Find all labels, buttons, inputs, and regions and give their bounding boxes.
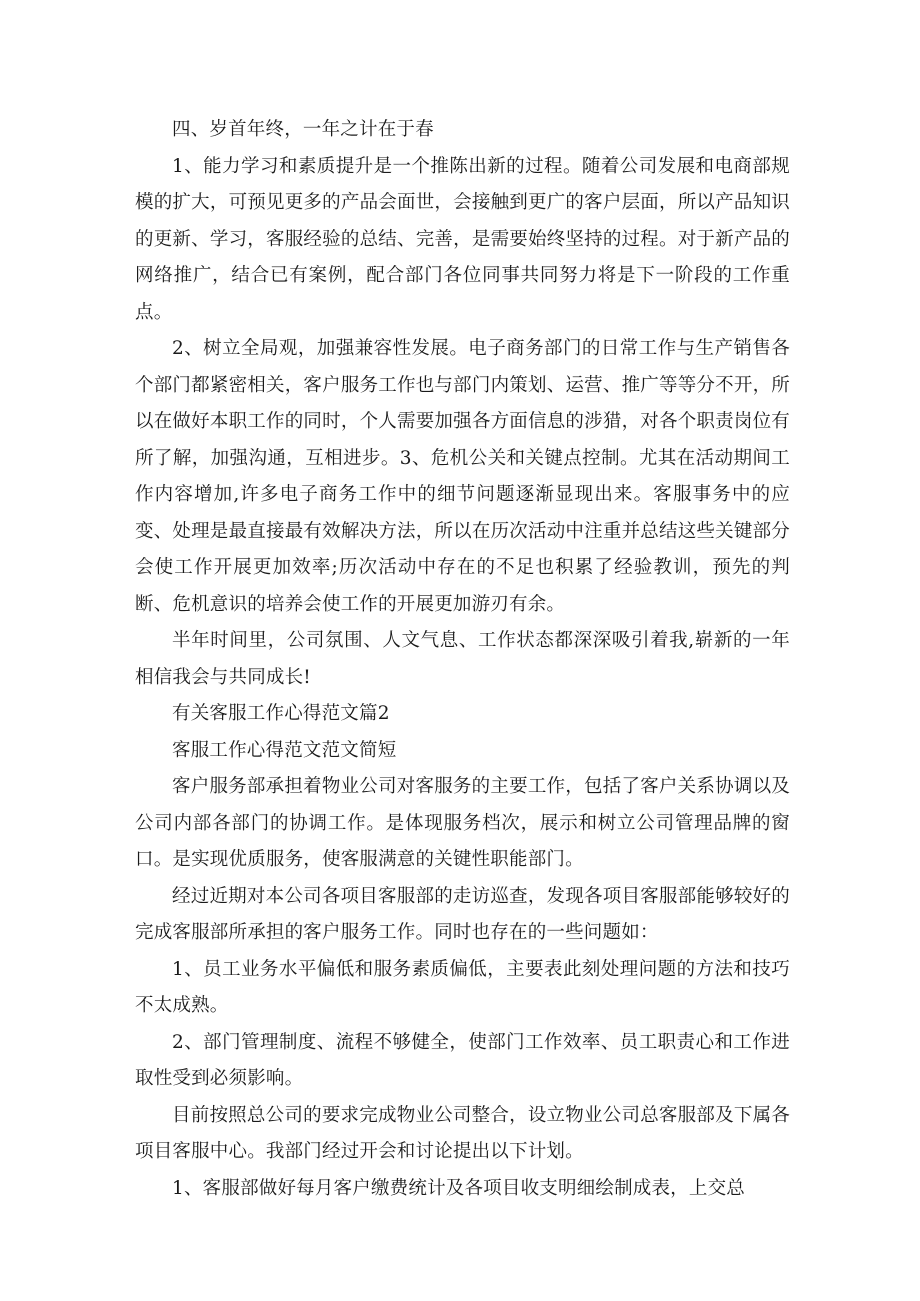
paragraph: 1、客服部做好每月客户缴费统计及各项目收支明细绘制成表，上交总 bbox=[172, 1177, 745, 1199]
section-heading: 四、岁首年终，一年之计在于春 bbox=[172, 119, 434, 140]
paragraph: 1、员工业务水平偏低和服务素质偏低，主要表此刻处理问题的方法和技巧不太成熟。 bbox=[135, 958, 790, 1016]
article-title: 有关客服工作心得范文篇2 bbox=[172, 703, 390, 724]
paragraph: 经过近期对本公司各项目客服部的走访巡查，发现各项目客服部能够较好的完成客服部所承担的客户服务工作。同时也存在的一些问题如： bbox=[135, 885, 790, 943]
paragraph: 2、部门管理制度、流程不够健全，使部门工作效率、员工职责心和工作进取性受到必须影响。 bbox=[135, 1031, 790, 1089]
paragraph: 目前按照总公司的要求完成物业公司整合，设立物业公司总客服部及下属各项目客服中心。我部门经过开会和讨论提出以下计划。 bbox=[135, 1104, 790, 1162]
paragraph: 半年时间里，公司氛围、人文气息、工作状态都深深吸引着我,崭新的一年相信我会与共同成长! bbox=[135, 630, 790, 688]
paragraph: 2、树立全局观，加强兼容性发展。电子商务部门的日常工作与生产销售各个部门都紧密相关，客户服务工作也与部门内策划、运营、推广等等分不开，所以在做好本职工作的同时，个人需要加强各方面信息的涉猎，对各个职责岗位有所了解，加强沟通，互相进步。3、危机公关和关键点控制。尤其在活动期间工作内容增加,许多电子商务工作中的细节问题逐渐显现出来。客服事务中的应变、处理是最直接最有效解决方法，所以在历次活动中注重并总结这些关键部分会使工作开展更加效率;历次活动中存在的不足也积累了经验教训，预先的判断、危机意识的培养会使工作的开展更加游刃有余。 bbox=[135, 338, 790, 615]
paragraph: 客户服务部承担着物业公司对客服务的主要工作，包括了客户关系协调以及公司内部各部门的协调工作。是体现服务档次，展示和树立公司管理品牌的窗口。是实现优质服务，使客服满意的关键性职能部门。 bbox=[135, 776, 790, 870]
document-body bbox=[135, 112, 790, 1207]
article-subtitle: 客服工作心得范文范文简短 bbox=[172, 739, 397, 761]
paragraph: 1、能力学习和素质提升是一个推陈出新的过程。随着公司发展和电商部规模的扩大，可预见更多的产品会面世，会接触到更广的客户层面，所以产品知识的更新、学习，客服经验的总结、完善，是需要始终坚持的过程。对于新产品的网络推广，结合已有案例，配合部门各位同事共同努力将是下一阶段的工作重点。 bbox=[135, 155, 790, 323]
